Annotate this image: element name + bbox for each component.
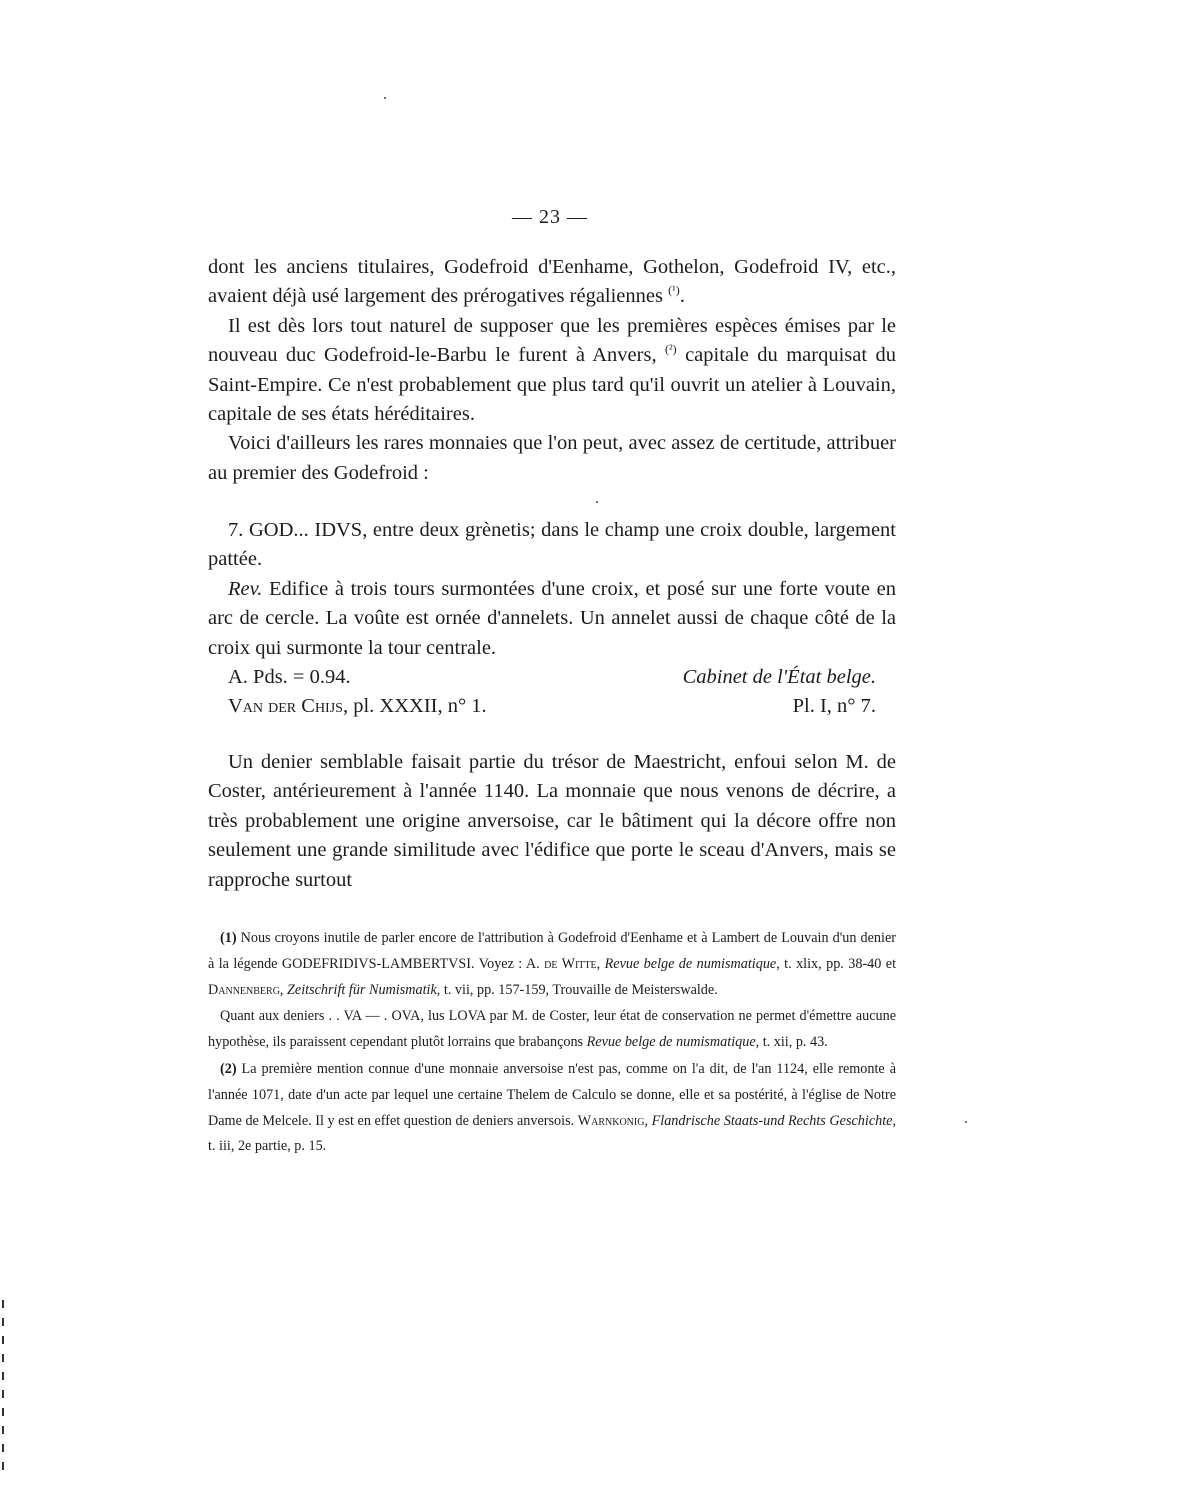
footnotes [208, 926, 896, 1161]
paragraph: Il est dès lors tout naturel de supposer que les premières espèces émises par le nouveau duc Godefroid-le-Barbu le furent à Anvers, $^{(^2)}$ capitale du marquisat du Saint-Empire. Ce n'est probablement que plus tard qu'il ouvrit un atelier à Louvain, capitale de ses états héréditaires. [208, 314, 896, 426]
coin-plate: Pl. I, n° 7. [792, 695, 876, 718]
page-number: — 23 — [512, 206, 588, 228]
reverse-label: Rev. [228, 577, 263, 600]
coin-reverse: Rev. Edifice à trois tours surmontées d'une croix, et posé sur une forte voute en arc de cercle. La voûte est ornée d'annelets. Un annelet aussi de chaque côté de la croix qui surmonte la tour centrale. [208, 577, 896, 659]
scan-edge-marks [2, 1300, 4, 1480]
footnote-1-continued: Quant aux deniers . . VA — . OVA, lus LOVA par M. de Coster, leur état de conservation ne permet d'émettre aucune hypothèse, ils paraissent cependant plutôt lorrains que brabançons Revue belge de numismatique, t. xii, p. 43. [208, 1008, 896, 1051]
coin-collection: Cabinet de l'État belge. [682, 666, 876, 689]
footnote-1: (1) Nous croyons inutile de parler encore de l'attribution à Godefroid d'Eenhame et à Lambert de Louvain d'un denier à la légende GODEFRIDIVS-LAMBERTVSI. Voyez : A. de Witte, Revue belge de numismatique, t. xlix, pp. 38-40 et Dannenberg, Zeitschrift für Numismatik, t. vii, pp. 157-159, Trouvaille de Meisterswalde. [208, 930, 897, 998]
coin-obverse: 7. GOD... IDVS, entre deux grènetis; dans le champ une croix double, largement pattée. [208, 519, 896, 571]
coin-weight: A. Pds. = 0.94. [228, 666, 351, 689]
footnote-2: (2) La première mention connue d'une monnaie anversoise n'est pas, comme on l'a dit, de l'an 1124, elle remonte à l'année 1071, date d'un acte par lequel une certaine Thelem de Calculo se donne, elle et sa postérité, à l'église de Notre Dame de Melcele. Il y est en effet question de deniers anversois. Warnkonig, Flandrische Staats-und Rechts Geschichte, t. iii, 2e partie, p. 15. [208, 1060, 896, 1155]
coin-description [208, 516, 896, 722]
scan-speck [384, 97, 386, 99]
scan-speck [965, 1121, 967, 1123]
coin-reference-row [208, 692, 896, 721]
paragraph: dont les anciens titulaires, Godefroid d'Eenhame, Gothelon, Godefroid IV, etc., avaient déjà usé largement des prérogatives régaliennes $^{(^1)}$. [208, 256, 896, 308]
coin-weight-row [208, 663, 896, 692]
paragraph: Voici d'ailleurs les rares monnaies que l'on peut, avec assez de certitude, attribuer au premier des Godefroid : [208, 432, 896, 484]
paragraph: Un denier semblable faisait partie du trésor de Maestricht, enfoui selon M. de Coster, antérieurement à l'année 1140. La monnaie que nous venons de décrire, a très probablement une origine anversoise, car le bâtiment qui la décore offre non seulement une grande similitude avec l'édifice que porte le sceau d'Anvers, mais se rapproche surtout [208, 751, 896, 891]
after-section [208, 748, 896, 895]
scan-speck [596, 501, 598, 503]
footnote-ref[interactable]: (²) [665, 342, 677, 357]
coin-reference: Van der Chijs, pl. XXXII, n° 1. [228, 695, 487, 718]
intro-section [208, 253, 896, 488]
footnote-ref[interactable]: (¹) [668, 283, 680, 298]
